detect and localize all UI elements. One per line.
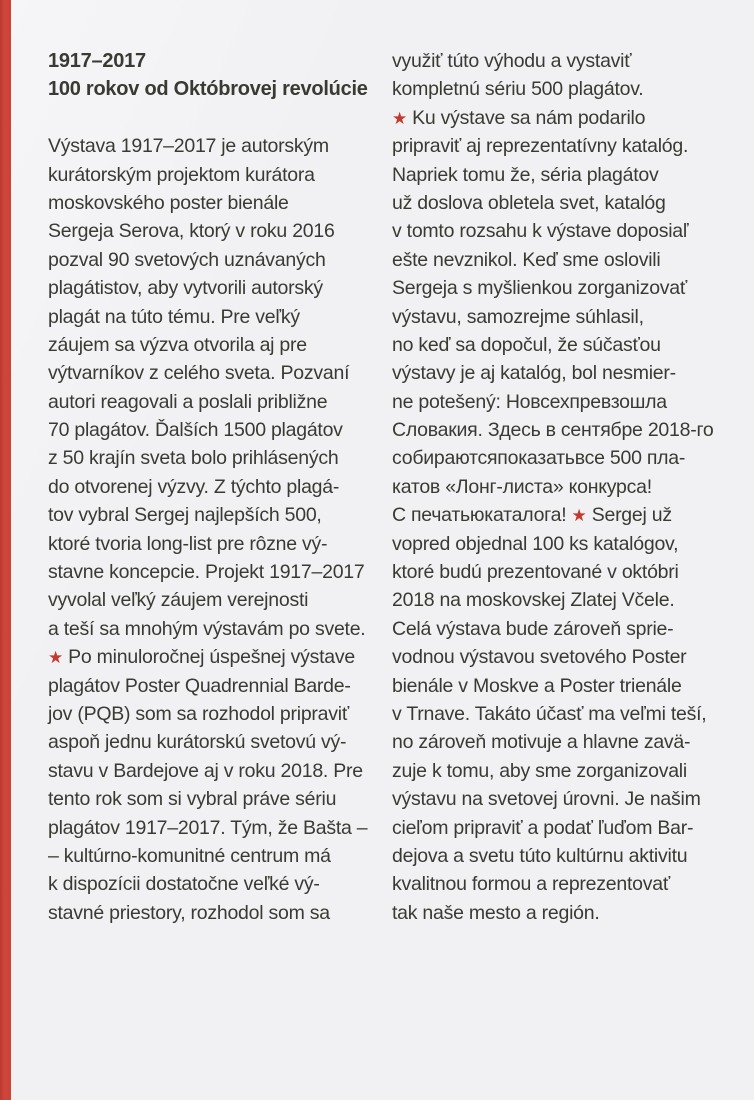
heading-body-spacer — [48, 104, 384, 132]
text-line: plagátistov, aby vytvorili autorský — [48, 277, 323, 300]
text-line: cieľom pripraviť a podať ľuďom Bar- — [392, 816, 694, 839]
text-line: Sergeja Serova, ktorý v roku 2016 — [48, 220, 335, 243]
text-line: už doslova obletela svet, katalóg — [392, 191, 666, 214]
text-line: no zároveň motivuje a hlavne zavä- — [392, 731, 691, 754]
left-column-body — [48, 132, 384, 927]
text-line: Словакия. Здесь в сентябре 2018-го — [392, 419, 714, 442]
text-line: Napriek tomu že, séria plagátov — [392, 163, 659, 186]
text-line: výtvarníkov z celého sveta. Pozvaní — [48, 362, 350, 385]
text-line: plagát na túto tému. Pre veľký — [48, 305, 300, 328]
red-star-icon: ★ — [392, 108, 407, 128]
red-star-icon: ★ — [48, 648, 63, 668]
text-line: zuje k tomu, aby sme zorganizovali — [392, 759, 687, 782]
text-line: plagátov 1917–2017. Tým, že Bašta – — [48, 816, 368, 839]
left-text-column — [48, 47, 384, 927]
text-line: využiť túto výhodu a vystaviť — [392, 50, 632, 72]
text-line: výstavu na svetovej úrovni. Je našim — [392, 788, 701, 811]
text-line: bienále v Moskve a Poster trienále — [392, 674, 682, 697]
text-line: 2018 na moskovskej Zlatej Včele. — [392, 589, 675, 612]
right-column-body — [392, 47, 728, 927]
text-line: ešte nevznikol. Keď sme oslovili — [392, 248, 661, 271]
red-spine-stripe — [0, 0, 11, 1100]
text-line: kompletnú sériu 500 plagátov. — [392, 78, 644, 101]
text-line: výstavy je aj katalóg, bol nesmier- — [392, 362, 676, 385]
text-line: tov vybral Sergej najlepších 500, — [48, 504, 322, 527]
text-line: plagátov Poster Quadrennial Barde- — [48, 674, 351, 697]
text-line: ★ Po minuloročnej úspešnej výstave — [48, 646, 355, 669]
text-line: v tomto rozsahu k výstave doposiaľ — [392, 220, 689, 243]
text-line: Celá výstava bude zároveň sprie- — [392, 617, 674, 640]
text-line: k dispozícii dostatočne veľké vý- — [48, 873, 320, 896]
text-line: – kultúrno-komunitné centrum má — [48, 844, 331, 867]
text-line: jov (PQB) som sa rozhodol pripraviť — [48, 702, 349, 725]
text-line: no keď sa dopočul, že súčasťou — [392, 333, 661, 356]
text-line: stavné priestory, rozhodol som sa — [48, 901, 330, 924]
text-line: С печатьюкаталога! ★ Sergej už — [392, 504, 672, 527]
text-line: pozval 90 svetových uznávaných — [48, 248, 326, 271]
text-line: moskovského poster bienále — [48, 191, 289, 214]
text-line: výstavu, samozrejme súhlasil, — [392, 305, 644, 328]
text-line: z 50 krajín sveta bolo prihlásených — [48, 447, 339, 470]
text-line: ktoré budú prezentované v októbri — [392, 561, 679, 584]
text-line: a teší sa mnohým výstavám po svete. — [48, 617, 366, 640]
text-line: vopred objednal 100 ks katalógov, — [392, 532, 679, 555]
text-line: stavu v Bardejove aj v roku 2018. Pre — [48, 759, 363, 782]
text-line: vodnou výstavou svetového Poster — [392, 646, 687, 669]
text-line: stavne koncepcie. Projekt 1917–2017 — [48, 561, 365, 584]
text-line: 100 rokov od Októbrovej revolúcie — [48, 78, 368, 101]
text-line: pripraviť aj reprezentatívny katalóg. — [392, 135, 689, 158]
red-star-icon: ★ — [571, 506, 587, 526]
text-line: vyvolal veľký záujem verejnosti — [48, 589, 309, 612]
text-line: ktoré tvoria long-list pre rôzne vý- — [48, 532, 328, 555]
text-line: катов «Лонг-листа» конкурса! — [392, 475, 652, 498]
text-line: Výstava 1917–2017 je autorským — [48, 135, 329, 158]
text-line: dejova a svetu túto kultúrnu aktivitu — [392, 844, 688, 867]
text-line: kvalitnou formou a reprezentovať — [392, 873, 670, 896]
text-line: 1917–2017 — [48, 50, 146, 72]
text-line: záujem sa výzva otvorila aj pre — [48, 333, 307, 356]
text-line: Sergeja s myšlienkou zorganizovať — [392, 277, 687, 300]
text-line: 70 plagátov. Ďalších 1500 plagátov — [48, 419, 343, 442]
text-line: ne potešený: Новсехпревзошла — [392, 390, 667, 413]
text-line: autori reagovali a poslali približne — [48, 390, 328, 413]
article-heading — [48, 47, 384, 104]
text-line: собираютсяпоказатьвсе 500 пла- — [392, 447, 686, 470]
text-line: do otvorenej výzvy. Z týchto plagá- — [48, 475, 340, 498]
text-line: tento rok som si vybral práve sériu — [48, 788, 337, 811]
text-line: aspoň jednu kurátorskú svetovú vý- — [48, 731, 347, 754]
text-line: ★ Ku výstave sa nám podarilo — [392, 106, 646, 129]
text-line: kurátorským projektom kurátora — [48, 163, 315, 186]
right-text-column — [392, 47, 728, 927]
text-line: v Trnave. Takáto účasť ma veľmi teší, — [392, 702, 707, 725]
text-line: tak naše mesto a región. — [392, 901, 600, 924]
